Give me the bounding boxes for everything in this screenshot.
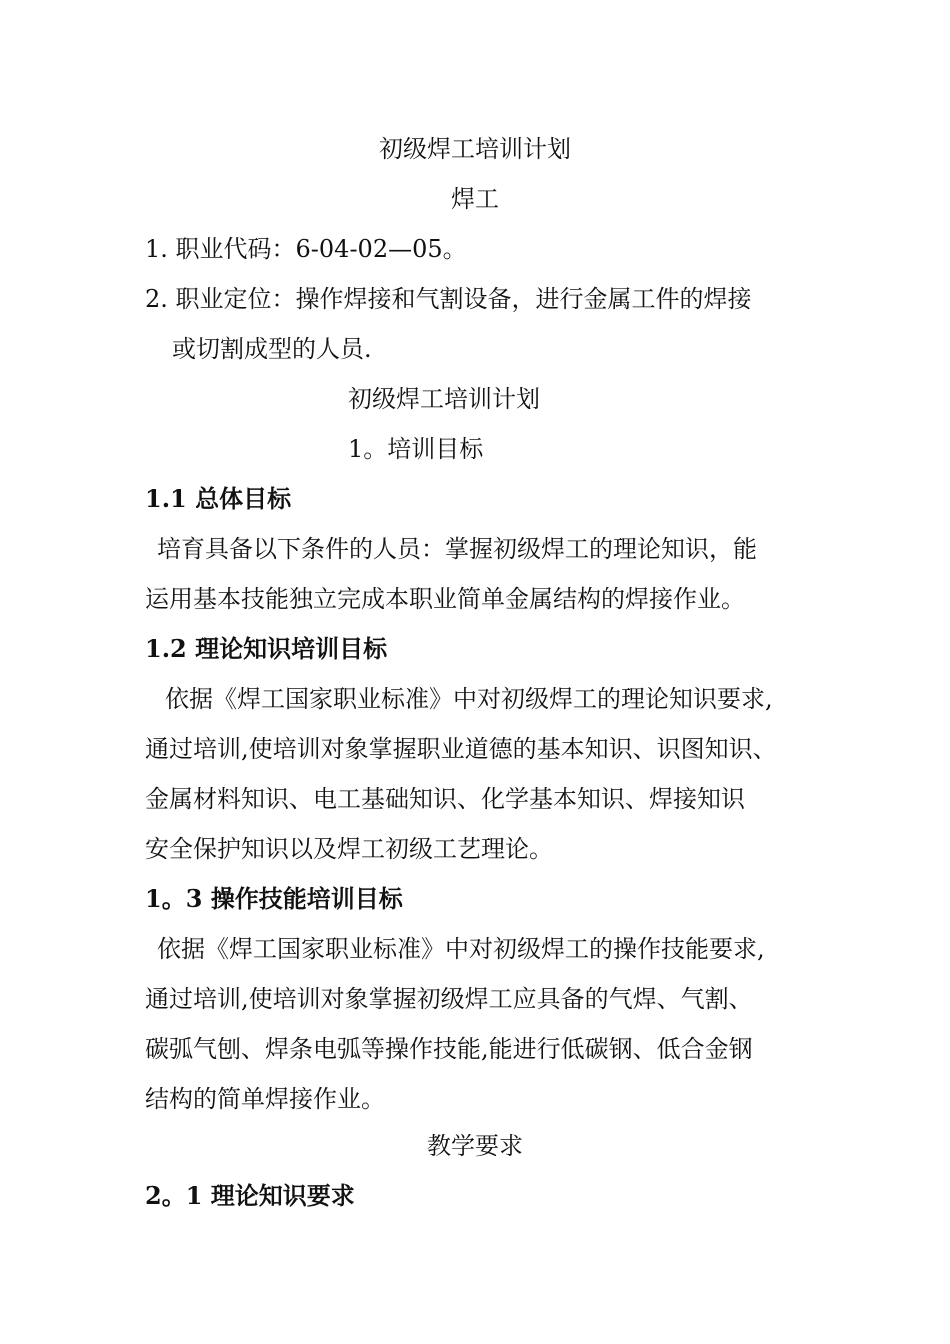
section-1-1-line: 培育具备以下条件的人员：掌握初级焊工的理论知识，能 <box>157 535 757 563</box>
document-subtitle: 焊工 <box>451 185 499 213</box>
section-1-2-line: 依据《焊工国家职业标准》中对初级焊工的理论知识要求, <box>165 685 773 713</box>
item-occupation-definition-line2: 或切割成型的人员. <box>172 335 372 363</box>
section-1-3-line: 通过培训,使培训对象掌握初级焊工应具备的气焊、气割、 <box>145 985 753 1013</box>
section-1-3-line: 碳弧气刨、焊条电弧等操作技能,能进行低碳钢、低合金钢 <box>145 1035 753 1063</box>
item-occupation-definition-line1: 2. 职业定位：操作焊接和气割设备，进行金属工件的焊接 <box>145 285 752 313</box>
section1-heading: 1。培训目标 <box>348 435 484 463</box>
item-occupation-code: 1. 职业代码：6-04-02—05。 <box>145 235 467 263</box>
section-1-1-line: 运用基本技能独立完成本职业简单金属结构的焊接作业。 <box>145 585 745 613</box>
plan-heading: 初级焊工培训计划 <box>348 385 540 413</box>
section-1-3-heading: 1。3 操作技能培训目标 <box>145 884 403 913</box>
section-2-1-heading: 2。1 理论知识要求 <box>145 1181 355 1210</box>
section-1-2-line: 通过培训,使培训对象掌握职业道德的基本知识、识图知识、 <box>145 735 777 763</box>
section-1-1-heading: 1.1 总体目标 <box>145 484 292 513</box>
section-1-2-heading: 1.2 理论知识培训目标 <box>145 634 388 663</box>
section-1-3-line: 结构的简单焊接作业。 <box>145 1085 385 1113</box>
section-1-2-line: 金属材料知识、电工基础知识、化学基本知识、焊接知识 <box>145 785 745 813</box>
section-1-3-line: 依据《焊工国家职业标准》中对初级焊工的操作技能要求, <box>157 935 765 963</box>
section-1-2-line: 安全保护知识以及焊工初级工艺理论。 <box>145 835 553 863</box>
teaching-requirements-heading: 教学要求 <box>427 1132 523 1160</box>
document-title: 初级焊工培训计划 <box>379 135 571 163</box>
